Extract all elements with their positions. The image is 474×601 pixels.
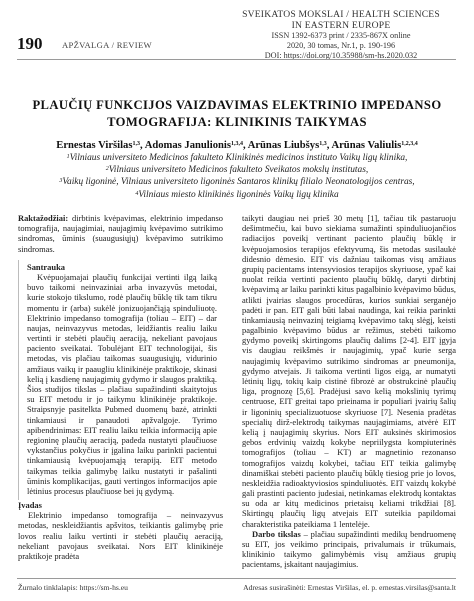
affiliation-sup: 3 [59,178,63,185]
footer-divider [17,578,456,579]
affiliation-text: Vilniaus universiteto Medicinos fakulteto Klinikinės medicinos instituto Vaikų ligų klinika, [69,153,408,163]
author-affil-sup: 1,3,4 [230,141,243,147]
author-list [20,139,454,152]
author-separator: , [326,140,332,151]
affiliation [20,164,454,176]
affiliation-text: Vilniaus universiteto Medicinos fakulteto Sveikatos mokslų institutas, [108,165,369,176]
affiliation [20,189,454,201]
affiliation-sup: 4 [135,190,139,197]
author-name: Arūnas Valiulis [331,140,402,151]
introduction-text: Elektrinio impedanso tomografija – neinvazyvus metodas, neskleidžiantis apšvitos, teikiantis galimybę prie lovos realiu laiku vertinti ir stebėti plaučių aeraciją, nekeliant pavojaus sveikatai. Nors EIT klinikinėje praktikoje pradėta [18,510,223,561]
introduction-heading: Įvadas [18,500,42,511]
affiliation-sup: 1 [66,154,70,160]
body-paragraph: taikyti daugiau nei prieš 30 metų [1], tačiau tik pastaruoju dešimtmečiu, kai buvo siekiama sumažinti spinduliuojančios radiacijos poveikį vertinant paciento plaučių būklę ir kvėpuojamosios terapijos efektyvumą, šis metodas susilaukė didesnio dėmesio. EIT vis dažniau taikomas visų amžiaus grupių pacientams intensyviosios terapijos skyriuose, ypač kai nuolat reikia vertinti paciento plaučių būklę, daryti dirbtinį kvėpavimą ar laiku parinkti kitus pagalbinio kvėpavimo būdus, atlikti įvairias slaugos procedūras, kurios sunkiai serganėjo padėti ir pan. EIT gali būti labai naudinga, kai reikia parinkti tinkamiausią neinvazinį teigiamą kvėpavimo takų slėgį, keisti pagalbinio kvėpavimo būdus ar režimus, stebėti taikomo gydymo poveikį skirtingoms plaučių dalims [2-4]. EIT įgyja vis daugiau reikšmės ir naujagimių, ypač kurie serga naujagimių kvėpavimo sutrikimo sindromas ar pneumonija, gydymo atvejais. Ji taikoma vertinti ligos eigą, ar numatyti lėtinių ligų, tokių kaip cistinė fibrozė ar obstrukcinė plaučių liga, prognozę [5,6]. Pradėjusi savo kelią mokslinių tyrimų centruose, EIT greitai tapo prieinama ir populiari įvairių šalių ir ligoninių specializuotuose skyriuose [7]. Nesenia pradėtas specialių dirž-elektrodų taikymas naujagimiams, atvėrė EIT kelią į naujagimių skyrius. Nors EIT auksinės skirimosios gebos erdvinių vaizdų kokybe nepriilygsta kompiuterinės tomografijos (toliau – KT) ar magnetinio rezonanso tomografijos vaizdų kokybei, tačiau EIT teikia galimybę dinamiškai stebėti paciento plaučių būklę tiesiog prie jo lovos, neskleidžia radioaktyviosios spinduliuotės. EIT vaizdų kokybė gali prastinti paciento judesiai, netinkamas elektrodų kontaktas su oda ar kitų medicinos prietaisų keliami trikdžiai [8]. Skirtingų plaučių ligų atvejais EIT suteikia papildomai charakteristika pateikiama 1 lentelėje. [242,213,456,529]
author-affil-sup: 1,2,3,4 [401,141,418,147]
affiliation-sup: 2 [105,166,109,173]
author-name: Ernestas Viršilas [56,140,133,151]
keywords-label: Raktažodžiai: [18,213,69,223]
author-name: Arūnas Liubšys [247,140,320,151]
issn: ISSN 1392-6373 print / 2335-867X online [271,31,411,40]
volume-info: 2020, 30 tomas, Nr.1, p. 190-196 [286,41,396,50]
title-block [20,97,454,201]
page-number: 190 [17,34,43,53]
author-affil-sup: 1,3 [132,141,140,147]
abstract-text: Kvėpuojamajai plaučių funkcijai vertinti ilgą laiką buvo taikomi neinvaziniai arba invazyvūs metodai, kurie stokojo tikslumo, rodė plaučių būklę tik tam tikru momentu ir (arba) sukėlė jonizuojančiąją spinduliuotę. Elektrinio impedanso tomografija (toliau – EIT) – dar naujas, neinvazyvus metodas, leidžiantis realiu laiku vertinti ir stebėti plaučių aeraciją, nekeliant pavojaus paciento sveikatai. Tobulėjant EIT technologijai, šis metodas, vis plačiau taikomas suaugusiųjų, vidurinio amžiaus vaikų ir paaugliu klinikinėje praktikoje, skinasi kelią į kasdienę naujagimių gydymo ir slaugos praktiką. Šios studijos tikslas – plačiau supažindinti skaitytojus su EIT metodu ir jo taikymu klinikinėje praktikoje. Straipsnyje pasitelkta Pubmed duomenų bazė, atrinkti tinkamiausi ir panaudoti apžvalgoje. Tyrimo apibendrinimas: EIT realiu laiku teikia informaciją apie regioninę plaučių aeraciją, padeda nustatyti plaučiuose vykstančius pokyčius ir įgalina laiku parinkti pacientui tinkamiausią kvėpuojamąją terapiją. EIT metodo taikymas teikia galimybę laiku nustatyti ir pašalinti ūminis komplikacijas, gauti vertingos informacijos apie lėtinius procesus plaučiuose bei jų gydymą. [27,271,217,496]
section-label: APŽVALGA / REVIEW [62,40,152,50]
aim-paragraph [242,529,456,570]
keywords [18,213,223,254]
journal-title-line1: SVEIKATOS MOKSLAI / HEALTH SCIENCES [242,9,440,20]
title-line1: PLAUČIŲ FUNKCIJOS VAIZDAVIMAS ELEKTRINIO IMPEDANSO [32,98,442,112]
abstract-heading: Santrauka [27,261,65,272]
journal-website[interactable]: Žurnalo tinklalapis: https://sm-hs.eu [18,583,128,592]
aim-label: Darbo tikslas [252,528,301,539]
title-line2: TOMOGRAFIJA: KLINIKINIS TAIKYMAS [107,115,367,129]
affiliation [20,152,454,164]
journal-info [226,9,456,61]
aim-text: – plačiau supažindinti medikų bendruomenę su EIT, jos veikimo principais, privalumais ir trūkumais, klinikinio taikymo galimybėmis visų amžiaus grupių pacientams, įskaitant naujagimius. [242,528,456,570]
header-divider [17,59,456,60]
keywords-text: dirbtinis kvėpavimas, elektrinio impedanso tomografija, naujagimiai, naujagimių kvėpavimo sutrikimo sindromas, ūminis (suaugusiųjų) kvėpavimo sutrikimo sindromas. [18,213,223,254]
affiliation-text: Vilniaus miesto klinikinės ligoninės Vaikų ligų klinika [138,189,339,200]
journal-title-line2: IN EASTERN EUROPE [291,20,391,31]
left-column [18,213,223,561]
right-column [242,213,456,570]
abstract-box [18,260,223,500]
affiliation-text: Vaikų ligoninė, Vilniaus universiteto ligoninės Santaros klinikų filialo Neonatologijos centras, [62,177,415,188]
article-title [20,97,454,131]
author-name: Adomas Janulionis [144,140,231,151]
affiliation [20,176,454,188]
author-separator: , [139,140,145,151]
correspondence-address: Adresas susirašinėti: Ernestas Viršilas, el. p. ernestas.virsilas@santa.lt [243,583,456,592]
author-separator: , [242,140,248,151]
affiliations [20,152,454,201]
author-affil-sup: 1,3 [319,141,327,147]
doi-link[interactable]: DOI: https://doi.org/10.35988/sm-hs.2020.032 [264,51,418,60]
